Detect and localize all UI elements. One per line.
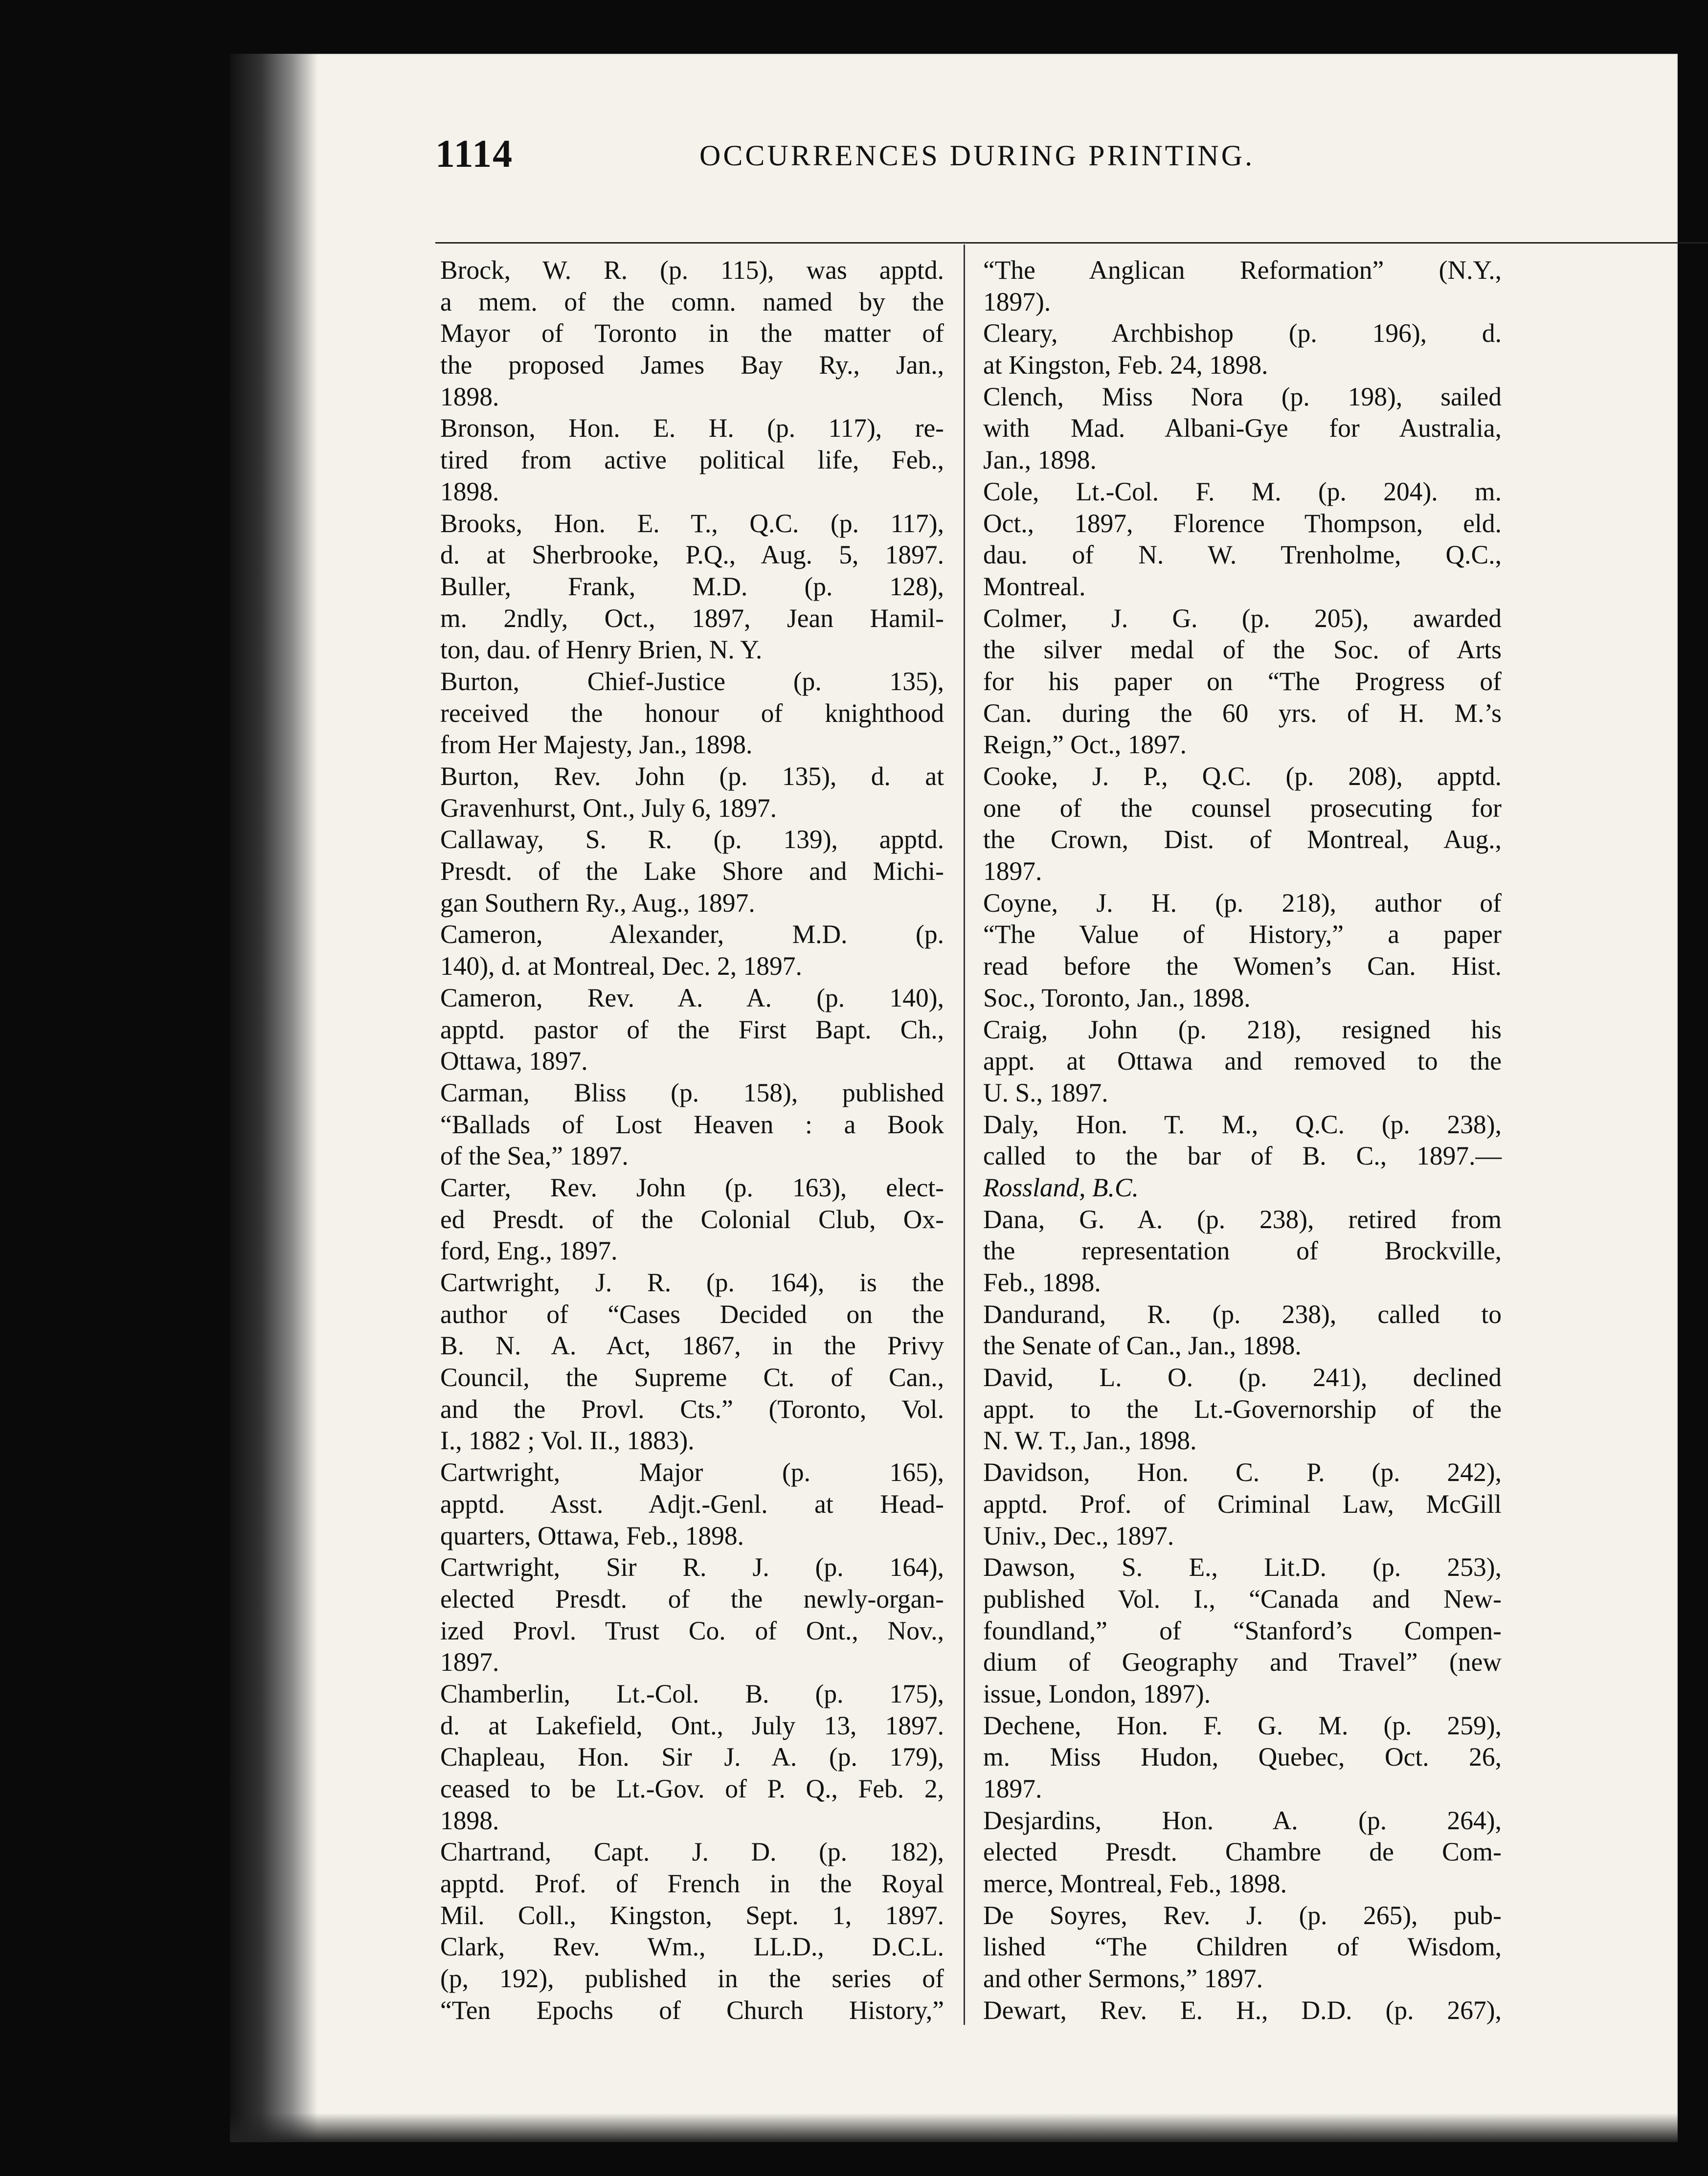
text-line: and other Sermons,” 1897. [983, 1964, 1263, 1994]
text-line: of the Sea,” 1897. [440, 1141, 629, 1171]
text-line: Craig, John (p. 218), resigned his [983, 1014, 1502, 1044]
text-line: apptd. Asst. Adjt.-Genl. at Head- [440, 1489, 944, 1519]
text-line: Buller, Frank, M.D. (p. 128), [440, 571, 944, 601]
text-line: ton, dau. of Henry Brien, N. Y. [440, 635, 763, 665]
text-line: d. at Sherbrooke, P.Q., Aug. 5, 1897. [440, 540, 944, 570]
text-line: 1897). [983, 287, 1051, 316]
text-line: Ottawa, 1897. [440, 1046, 588, 1076]
text-line: Jan., 1898. [983, 445, 1097, 475]
text-line: merce, Montreal, Feb., 1898. [983, 1869, 1287, 1899]
running-title: OCCURRENCES DURING PRINTING. [699, 139, 1255, 172]
text-line: m. Miss Hudon, Quebec, Oct. 26, [983, 1742, 1502, 1772]
text-line: 1897. [983, 1774, 1042, 1803]
text-line: Daly, Hon. T. M., Q.C. (p. 238), [983, 1109, 1502, 1139]
text-line: dau. of N. W. Trenholme, Q.C., [983, 540, 1502, 570]
right-column [983, 254, 1502, 2026]
text-line: Chamberlin, Lt.-Col. B. (p. 175), [440, 1679, 944, 1708]
text-line: m. 2ndly, Oct., 1897, Jean Hamil- [440, 603, 944, 633]
text-line: B. N. A. Act, 1867, in the Privy [440, 1331, 944, 1361]
text-line: Cameron, Alexander, M.D. (p. [440, 920, 944, 949]
column-divider [964, 245, 965, 2025]
text-line: Gravenhurst, Ont., July 6, 1897. [440, 793, 777, 823]
text-line: the Senate of Can., Jan., 1898. [983, 1331, 1302, 1361]
text-line: Burton, Chief-Justice (p. 135), [440, 666, 944, 696]
text-line: Reign,” Oct., 1897. [983, 730, 1187, 760]
text-line: Dawson, S. E., Lit.D. (p. 253), [983, 1552, 1502, 1582]
text-line: U. S., 1897. [983, 1077, 1108, 1107]
text-line: gan Southern Ry., Aug., 1897. [440, 888, 755, 918]
text-line: the silver medal of the Soc. of Arts [983, 635, 1502, 665]
text-line: I., 1882 ; Vol. II., 1883). [440, 1426, 695, 1456]
text-line: Chartrand, Capt. J. D. (p. 182), [440, 1837, 944, 1867]
text-line: ized Provl. Trust Co. of Ont., Nov., [440, 1615, 944, 1645]
text-line: foundland,” of “Stanford’s Compen- [983, 1615, 1502, 1645]
text-line: Davidson, Hon. C. P. (p. 242), [983, 1458, 1502, 1487]
text-line: elected Presdt. of the newly-organ- [440, 1584, 944, 1614]
text-line: Callaway, S. R. (p. 139), apptd. [440, 825, 944, 854]
text-line: published Vol. I., “Canada and New- [983, 1584, 1502, 1614]
text-line: from Her Majesty, Jan., 1898. [440, 730, 753, 760]
text-line: Clench, Miss Nora (p. 198), sailed [983, 381, 1502, 411]
text-line: Desjardins, Hon. A. (p. 264), [983, 1805, 1502, 1835]
text-line: 140), d. at Montreal, Dec. 2, 1897. [440, 951, 802, 981]
book-page [230, 54, 1678, 2142]
text-line: Cameron, Rev. A. A. (p. 140), [440, 983, 944, 1012]
text-line: d. at Lakefield, Ont., July 13, 1897. [440, 1710, 944, 1740]
text-line: Chapleau, Hon. Sir J. A. (p. 179), [440, 1742, 944, 1772]
header-rule [435, 242, 1708, 244]
text-line: Soc., Toronto, Jan., 1898. [983, 983, 1251, 1012]
text-line: Can. during the 60 yrs. of H. M.’s [983, 698, 1502, 728]
text-line: Univ., Dec., 1897. [983, 1521, 1174, 1550]
text-line: Mayor of Toronto in the matter of [440, 318, 944, 348]
text-line: tired from active political life, Feb., [440, 445, 944, 475]
text-line: Cartwright, Sir R. J. (p. 164), [440, 1552, 944, 1582]
text-line: apptd. pastor of the First Bapt. Ch., [440, 1014, 944, 1044]
page-bottom-edge [230, 2113, 1678, 2142]
text-line: Oct., 1897, Florence Thompson, eld. [983, 508, 1502, 538]
text-line: for his paper on “The Progress of [983, 666, 1502, 696]
page-header [435, 132, 1609, 186]
text-line: 1897. [983, 856, 1042, 886]
text-line: 1898. [440, 1805, 499, 1835]
text-line: Feb., 1898. [983, 1268, 1101, 1297]
text-line: Bronson, Hon. E. H. (p. 117), re- [440, 413, 944, 443]
text-line: Clark, Rev. Wm., LL.D., D.C.L. [440, 1932, 944, 1962]
text-line: appt. at Ottawa and removed to the [983, 1046, 1502, 1076]
text-line: “The Value of History,” a paper [983, 920, 1502, 949]
text-line: Cooke, J. P., Q.C. (p. 208), apptd. [983, 762, 1502, 791]
text-line: the Crown, Dist. of Montreal, Aug., [983, 825, 1502, 854]
text-line: “Ten Epochs of Church History,” [440, 1995, 944, 2025]
text-line: Cartwright, Major (p. 165), [440, 1458, 944, 1487]
text-line: Montreal. [983, 571, 1086, 601]
text-line: author of “Cases Decided on the [440, 1299, 944, 1329]
text-line: appt. to the Lt.-Governorship of the [983, 1394, 1502, 1424]
text-line: ford, Eng., 1897. [440, 1236, 618, 1266]
text-line: one of the counsel prosecuting for [983, 793, 1502, 823]
text-line: Council, the Supreme Ct. of Can., [440, 1363, 944, 1392]
text-line: Cole, Lt.-Col. F. M. (p. 204). m. [983, 476, 1502, 506]
text-line: Brooks, Hon. E. T., Q.C. (p. 117), [440, 508, 944, 538]
text-line: Colmer, J. G. (p. 205), awarded [983, 603, 1502, 633]
text-line: Dandurand, R. (p. 238), called to [983, 1299, 1502, 1329]
text-line: ed Presdt. of the Colonial Club, Ox- [440, 1204, 944, 1234]
text-line: apptd. Prof. of Criminal Law, McGill [983, 1489, 1502, 1519]
text-line: issue, London, 1897). [983, 1679, 1211, 1708]
text-line: and the Provl. Cts.” (Toronto, Vol. [440, 1394, 944, 1424]
text-line: called to the bar of B. C., 1897.— [983, 1141, 1502, 1171]
left-column [440, 254, 944, 2026]
text-line: Dewart, Rev. E. H., D.D. (p. 267), [983, 1995, 1502, 2025]
text-line: Cleary, Archbishop (p. 196), d. [983, 318, 1502, 348]
text-line: “Ballads of Lost Heaven : a Book [440, 1109, 944, 1139]
text-line: Carter, Rev. John (p. 163), elect- [440, 1172, 944, 1202]
text-line: David, L. O. (p. 241), declined [983, 1363, 1502, 1392]
text-line: received the honour of knighthood [440, 698, 944, 728]
text-line: apptd. Prof. of French in the Royal [440, 1869, 944, 1899]
text-line: Carman, Bliss (p. 158), published [440, 1077, 944, 1107]
text-line: read before the Women’s Can. Hist. [983, 951, 1502, 981]
text-line: De Soyres, Rev. J. (p. 265), pub- [983, 1900, 1502, 1930]
text-line: Mil. Coll., Kingston, Sept. 1, 1897. [440, 1900, 944, 1930]
text-line: quarters, Ottawa, Feb., 1898. [440, 1521, 744, 1550]
text-line: a mem. of the comn. named by the [440, 287, 944, 316]
text-line: N. W. T., Jan., 1898. [983, 1426, 1197, 1456]
text-line: the proposed James Bay Ry., Jan., [440, 350, 944, 380]
text-line: elected Presdt. Chambre de Com- [983, 1837, 1502, 1867]
text-line: Dechene, Hon. F. G. M. (p. 259), [983, 1710, 1502, 1740]
text-line: Presdt. of the Lake Shore and Michi- [440, 856, 944, 886]
text-line: Coyne, J. H. (p. 218), author of [983, 888, 1502, 918]
text-line: (p, 192), published in the series of [440, 1964, 944, 1994]
text-line: 1898. [440, 476, 499, 506]
text-line: Brock, W. R. (p. 115), was apptd. [440, 255, 944, 285]
text-line: 1898. [440, 381, 499, 411]
text-line: dium of Geography and Travel” (new [983, 1647, 1502, 1677]
text-line: Cartwright, J. R. (p. 164), is the [440, 1268, 944, 1297]
text-line: lished “The Children of Wisdom, [983, 1932, 1502, 1962]
text-line: Burton, Rev. John (p. 135), d. at [440, 762, 944, 791]
text-line: the representation of Brockville, [983, 1236, 1502, 1266]
text-line: ceased to be Lt.-Gov. of P. Q., Feb. 2, [440, 1774, 944, 1803]
page-number: 1114 [435, 133, 514, 176]
text-line: with Mad. Albani-Gye for Australia, [983, 413, 1502, 443]
text-line: “The Anglican Reformation” (N.Y., [983, 255, 1502, 285]
text-line: Dana, G. A. (p. 238), retired from [983, 1204, 1502, 1234]
text-line: at Kingston, Feb. 24, 1898. [983, 350, 1268, 380]
text-line: Rossland, B.C. [983, 1172, 1139, 1202]
text-line: 1897. [440, 1647, 499, 1677]
page-binding-shadow [230, 54, 318, 2142]
